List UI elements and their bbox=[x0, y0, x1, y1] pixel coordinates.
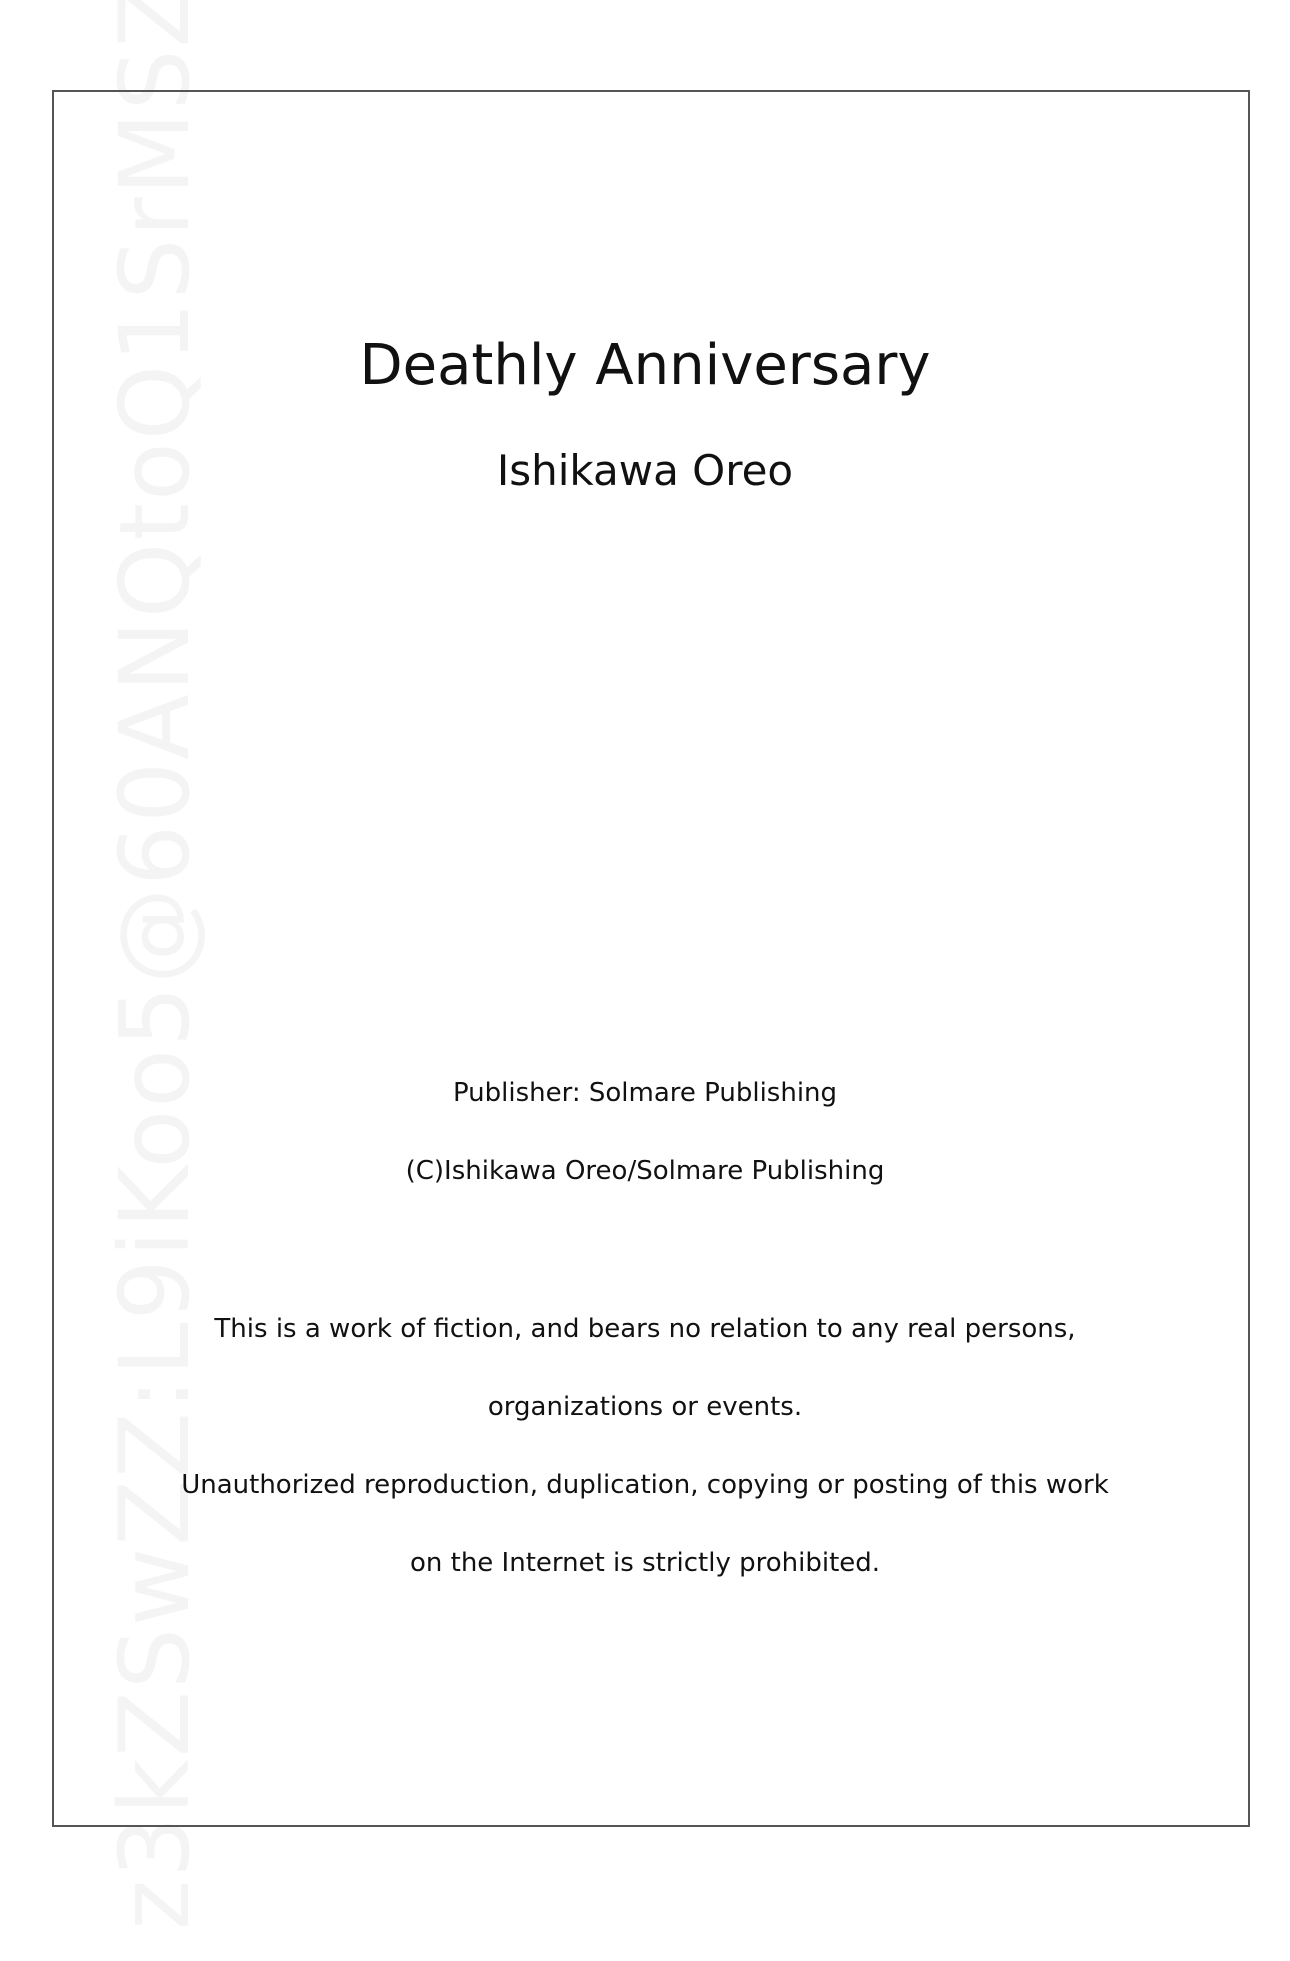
disclaimer-line-1: This is a work of fiction, and bears no relation to any real persons, bbox=[214, 1314, 1076, 1344]
publisher-line: Publisher: Solmare Publishing bbox=[452, 1078, 838, 1108]
book-title: Deathly Anniversary bbox=[359, 333, 931, 398]
copyright-line: (C)Ishikawa Oreo/Solmare Publishing bbox=[405, 1156, 885, 1186]
book-author: Ishikawa Oreo bbox=[496, 446, 794, 495]
disclaimer-line-2: organizations or events. bbox=[487, 1392, 803, 1422]
disclaimer-line-4: on the Internet is strictly prohibited. bbox=[409, 1548, 881, 1578]
disclaimer-line-3: Unauthorized reproduction, duplication, copying or posting of this work bbox=[181, 1470, 1109, 1500]
